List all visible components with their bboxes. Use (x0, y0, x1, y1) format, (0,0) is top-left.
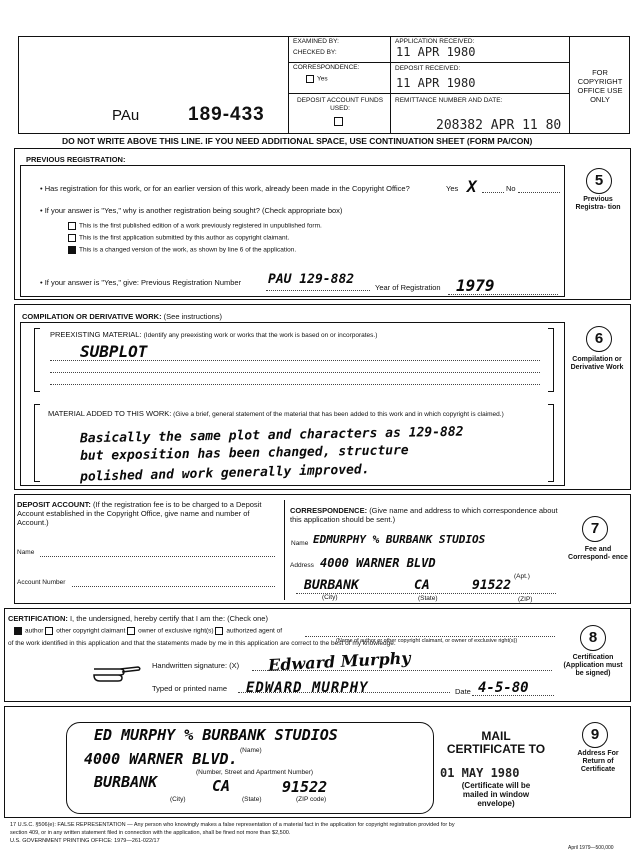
agent-line (305, 636, 555, 637)
return-city-caption: (City) (170, 796, 186, 803)
section-5-label: Previous Registra- tion (575, 196, 621, 211)
preexisting-value[interactable]: SUBPLOT (80, 342, 148, 361)
section-8-number: 8 (580, 625, 606, 651)
return-name-caption: (Name) (240, 747, 262, 754)
prev-reg-q1 (40, 184, 490, 193)
q1-yes-mark[interactable]: X (467, 177, 477, 196)
office-use-label: FOR COPYRIGHT OFFICE USE ONLY (577, 68, 623, 104)
added-material-line-2[interactable]: but exposition has been changed, structure (79, 443, 409, 464)
deposit-funds-checkbox[interactable] (334, 117, 343, 126)
app-received-stamp: 11 APR 1980 (396, 45, 476, 59)
correspondence-text: (Give name and address to which correspondence about this application should be sent.) (290, 506, 558, 524)
zip-caption: (ZIP) (518, 596, 533, 603)
header-divider-3 (569, 36, 570, 134)
certification-options (14, 627, 554, 636)
city-caption: (City) (322, 594, 338, 601)
certification-text-1: I, the undersigned, hereby certify that I am the: (Check one) (69, 614, 268, 623)
signature-label: Handwritten signature: (X) (152, 661, 240, 670)
section-8-label: Certification (Application must be signed) (563, 654, 623, 677)
agent-caption: (Name of author or other copyright claimant, or owner of exclusive right(s)) (336, 638, 518, 644)
header-hline-2 (288, 93, 569, 94)
preexisting-row (50, 330, 530, 340)
certification-row (8, 614, 548, 623)
agent-checkbox[interactable] (215, 627, 223, 635)
state-caption: (State) (418, 595, 438, 602)
yes-checkbox[interactable] (306, 75, 314, 83)
typed-name-value[interactable]: EDWARD MURPHY (246, 680, 369, 696)
deposit-name-label: Name (17, 549, 35, 556)
footer-line-3: U.S. GOVERNMENT PRINTING OFFICE: 1979—261-022/17 (10, 838, 160, 844)
correspondence-block (290, 506, 558, 524)
year-label: Year of Registration (375, 283, 441, 292)
option-3-checkbox[interactable] (68, 246, 76, 254)
section-7-number: 7 (582, 516, 608, 542)
owner-label: owner of exclusive right(s) (138, 627, 214, 635)
section-6-label: Compilation or Derivative Work (570, 356, 624, 371)
corr-name-label: Name (291, 540, 309, 547)
prev-reg-q3: • If your answer is "Yes," give: Previous Registration Number (40, 278, 242, 287)
mail-certificate-title: MAIL CERTIFICATE TO (446, 729, 546, 756)
corr-city[interactable]: BURBANK (304, 578, 359, 593)
remittance-stamp: 208382 APR 11 80 (436, 118, 562, 133)
handwritten-signature[interactable]: Edward Murphy (267, 648, 412, 675)
fee-divider (284, 500, 285, 600)
compilation-title: COMPILATION OR DERIVATIVE WORK: (22, 312, 162, 321)
return-zip[interactable]: 91522 (282, 778, 328, 796)
date-label: Date (455, 687, 471, 696)
examined-by-label: EXAMINED BY: (293, 38, 339, 45)
q1-text: Has registration for this work, or for an earlier version of this work, already been made in the Copyright Office? (44, 184, 410, 193)
q1-no-label: No (506, 184, 516, 193)
deposit-account-title: DEPOSIT ACCOUNT: (17, 500, 91, 509)
prev-reg-option-3 (68, 246, 528, 255)
author-label: author (25, 627, 44, 635)
mail-note: (Certificate will be mailed in window envelope) (461, 781, 531, 808)
correspondence-office-label: CORRESPONDENCE: (293, 64, 360, 71)
q1-yes-label: Yes (446, 184, 459, 193)
footer-right: April 1979—500,000 (568, 845, 614, 851)
section-5-number: 5 (586, 168, 612, 194)
corr-address-value[interactable]: 4000 WARNER BLVD (320, 556, 436, 570)
deposit-received-stamp: 11 APR 1980 (396, 76, 476, 90)
option-2-checkbox[interactable] (68, 234, 76, 242)
section-6-number: 6 (586, 326, 612, 352)
remittance-label: REMITTANCE NUMBER AND DATE: (395, 97, 503, 104)
prev-reg-title: PREVIOUS REGISTRATION: (26, 155, 126, 164)
header-divider-2 (390, 36, 391, 134)
section-9-number: 9 (582, 722, 608, 748)
added-material-label: MATERIAL ADDED TO THIS WORK: (48, 409, 172, 418)
prev-reg-number-value[interactable]: PAU 129-882 (268, 272, 355, 287)
added-material-line-1[interactable]: Basically the same plot and characters as 129-882 (79, 424, 464, 447)
do-not-write-line: DO NOT WRITE ABOVE THIS LINE. IF YOU NEED ADDITIONAL SPACE, USE CONTINUATION SHEET (FORM PA/CON) (62, 136, 533, 146)
app-received-label: APPLICATION RECEIVED: (395, 38, 475, 45)
return-address-line-2[interactable]: 4000 WARNER BLVD. (84, 750, 238, 768)
deposit-funds-label: DEPOSIT ACCOUNT FUNDS USED: (296, 97, 384, 112)
pa-code: PAu (112, 107, 140, 124)
corr-state[interactable]: CA (414, 578, 430, 593)
year-value[interactable]: 1979 (456, 276, 495, 295)
section-9-label: Address For Return of Certificate (577, 750, 619, 773)
agent-label: authorized agent of (226, 627, 283, 635)
q2-text: If your answer is "Yes," why is another registration being sought? (Check appropriate box) (44, 206, 343, 215)
owner-checkbox[interactable] (127, 627, 135, 635)
checked-by-label: CHECKED BY: (293, 49, 337, 56)
apt-label: (Apt.) (514, 573, 530, 580)
yes-label: Yes (317, 75, 328, 83)
corr-name-value[interactable]: EDMURPHY % BURBANK STUDIOS (313, 533, 486, 546)
prev-reg-q2: • If your answer is "Yes," why is another registration being sought? (Check appropriate box) (40, 206, 343, 215)
footer-line-2: section 409, or in any written statement filed in connection with the application, shall be fined not more than $2,500. (10, 830, 291, 836)
prev-reg-option-1 (68, 222, 528, 231)
option-1-label: This is the first published edition of a work previously registered in unpublished form. (79, 222, 322, 230)
certification-text-2: of the work identified in this application and that the statements made by me in this application are correct to the best of my knowledge. (8, 640, 396, 647)
option-2-label: This is the first application submitted by this author as copyright claimant. (79, 234, 290, 242)
added-material-instructions: (Give a brief, general statement of the material that has been added to this work and in which copyright is claimed.) (173, 411, 504, 418)
return-state[interactable]: CA (212, 777, 231, 795)
date-value[interactable]: 4-5-80 (478, 680, 529, 696)
compilation-see: (See instructions) (163, 312, 223, 321)
deposit-received-label: DEPOSIT RECEIVED: (395, 65, 461, 72)
footer-line-1: 17 U.S.C. §506(e): FALSE REPRESENTATION — Any person who knowingly makes a false representation of a material fact in the application for copyright registration provided for by (10, 822, 455, 828)
added-material-line-3[interactable]: polished and work generally improved. (79, 462, 370, 485)
certification-title: CERTIFICATION: (8, 614, 68, 623)
q3-text: If your answer is "Yes," give: Previous Registration Number (44, 278, 242, 287)
preexisting-instructions: (Identify any preexisting work or works that the work is based on or incorporates.) (143, 332, 378, 339)
registration-number: 189-433 (188, 104, 265, 125)
correspondence-title: CORRESPONDENCE: (290, 506, 368, 515)
section-7-label: Fee and Correspond- ence (568, 546, 628, 561)
other-claimant-checkbox[interactable] (45, 627, 53, 635)
preexisting-label: PREEXISTING MATERIAL: (50, 330, 142, 339)
return-state-caption: (State) (242, 796, 262, 803)
prev-reg-option-2 (68, 234, 528, 243)
typed-name-label: Typed or printed name (152, 684, 228, 693)
return-zip-caption: (ZIP code) (296, 796, 327, 803)
option-1-checkbox[interactable] (68, 222, 76, 230)
corr-zip[interactable]: 91522 (472, 578, 512, 593)
compilation-title-row (22, 312, 222, 321)
return-address-line-1[interactable]: ED MURPHY % BURBANK STUDIOS (94, 726, 338, 744)
header-divider-1 (288, 36, 289, 134)
mail-date-stamp: 01 MAY 1980 (440, 766, 520, 780)
q1-bullet: • (40, 184, 45, 193)
other-claimant-label: other copyright claimant (56, 627, 126, 635)
return-city[interactable]: BURBANK (94, 773, 158, 791)
header-hline-1 (288, 62, 569, 63)
deposit-account-text: (If the registration fee is to be charged to a Deposit Account established in the Copyright Office, give name and number of Account.) (17, 500, 262, 527)
deposit-account-number-label: Account Number (17, 579, 66, 586)
author-checkbox[interactable] (14, 627, 22, 635)
deposit-account-block (17, 500, 279, 527)
return-street-caption: (Number, Street and Apartment Number) (196, 769, 314, 776)
corr-address-label: Address (290, 562, 314, 569)
added-material-row (48, 409, 558, 419)
correspondence-yes (306, 75, 328, 84)
option-3-label: This is a changed version of the work, as shown by line 6 of the application. (79, 246, 297, 254)
pointing-hand-icon (92, 661, 144, 683)
